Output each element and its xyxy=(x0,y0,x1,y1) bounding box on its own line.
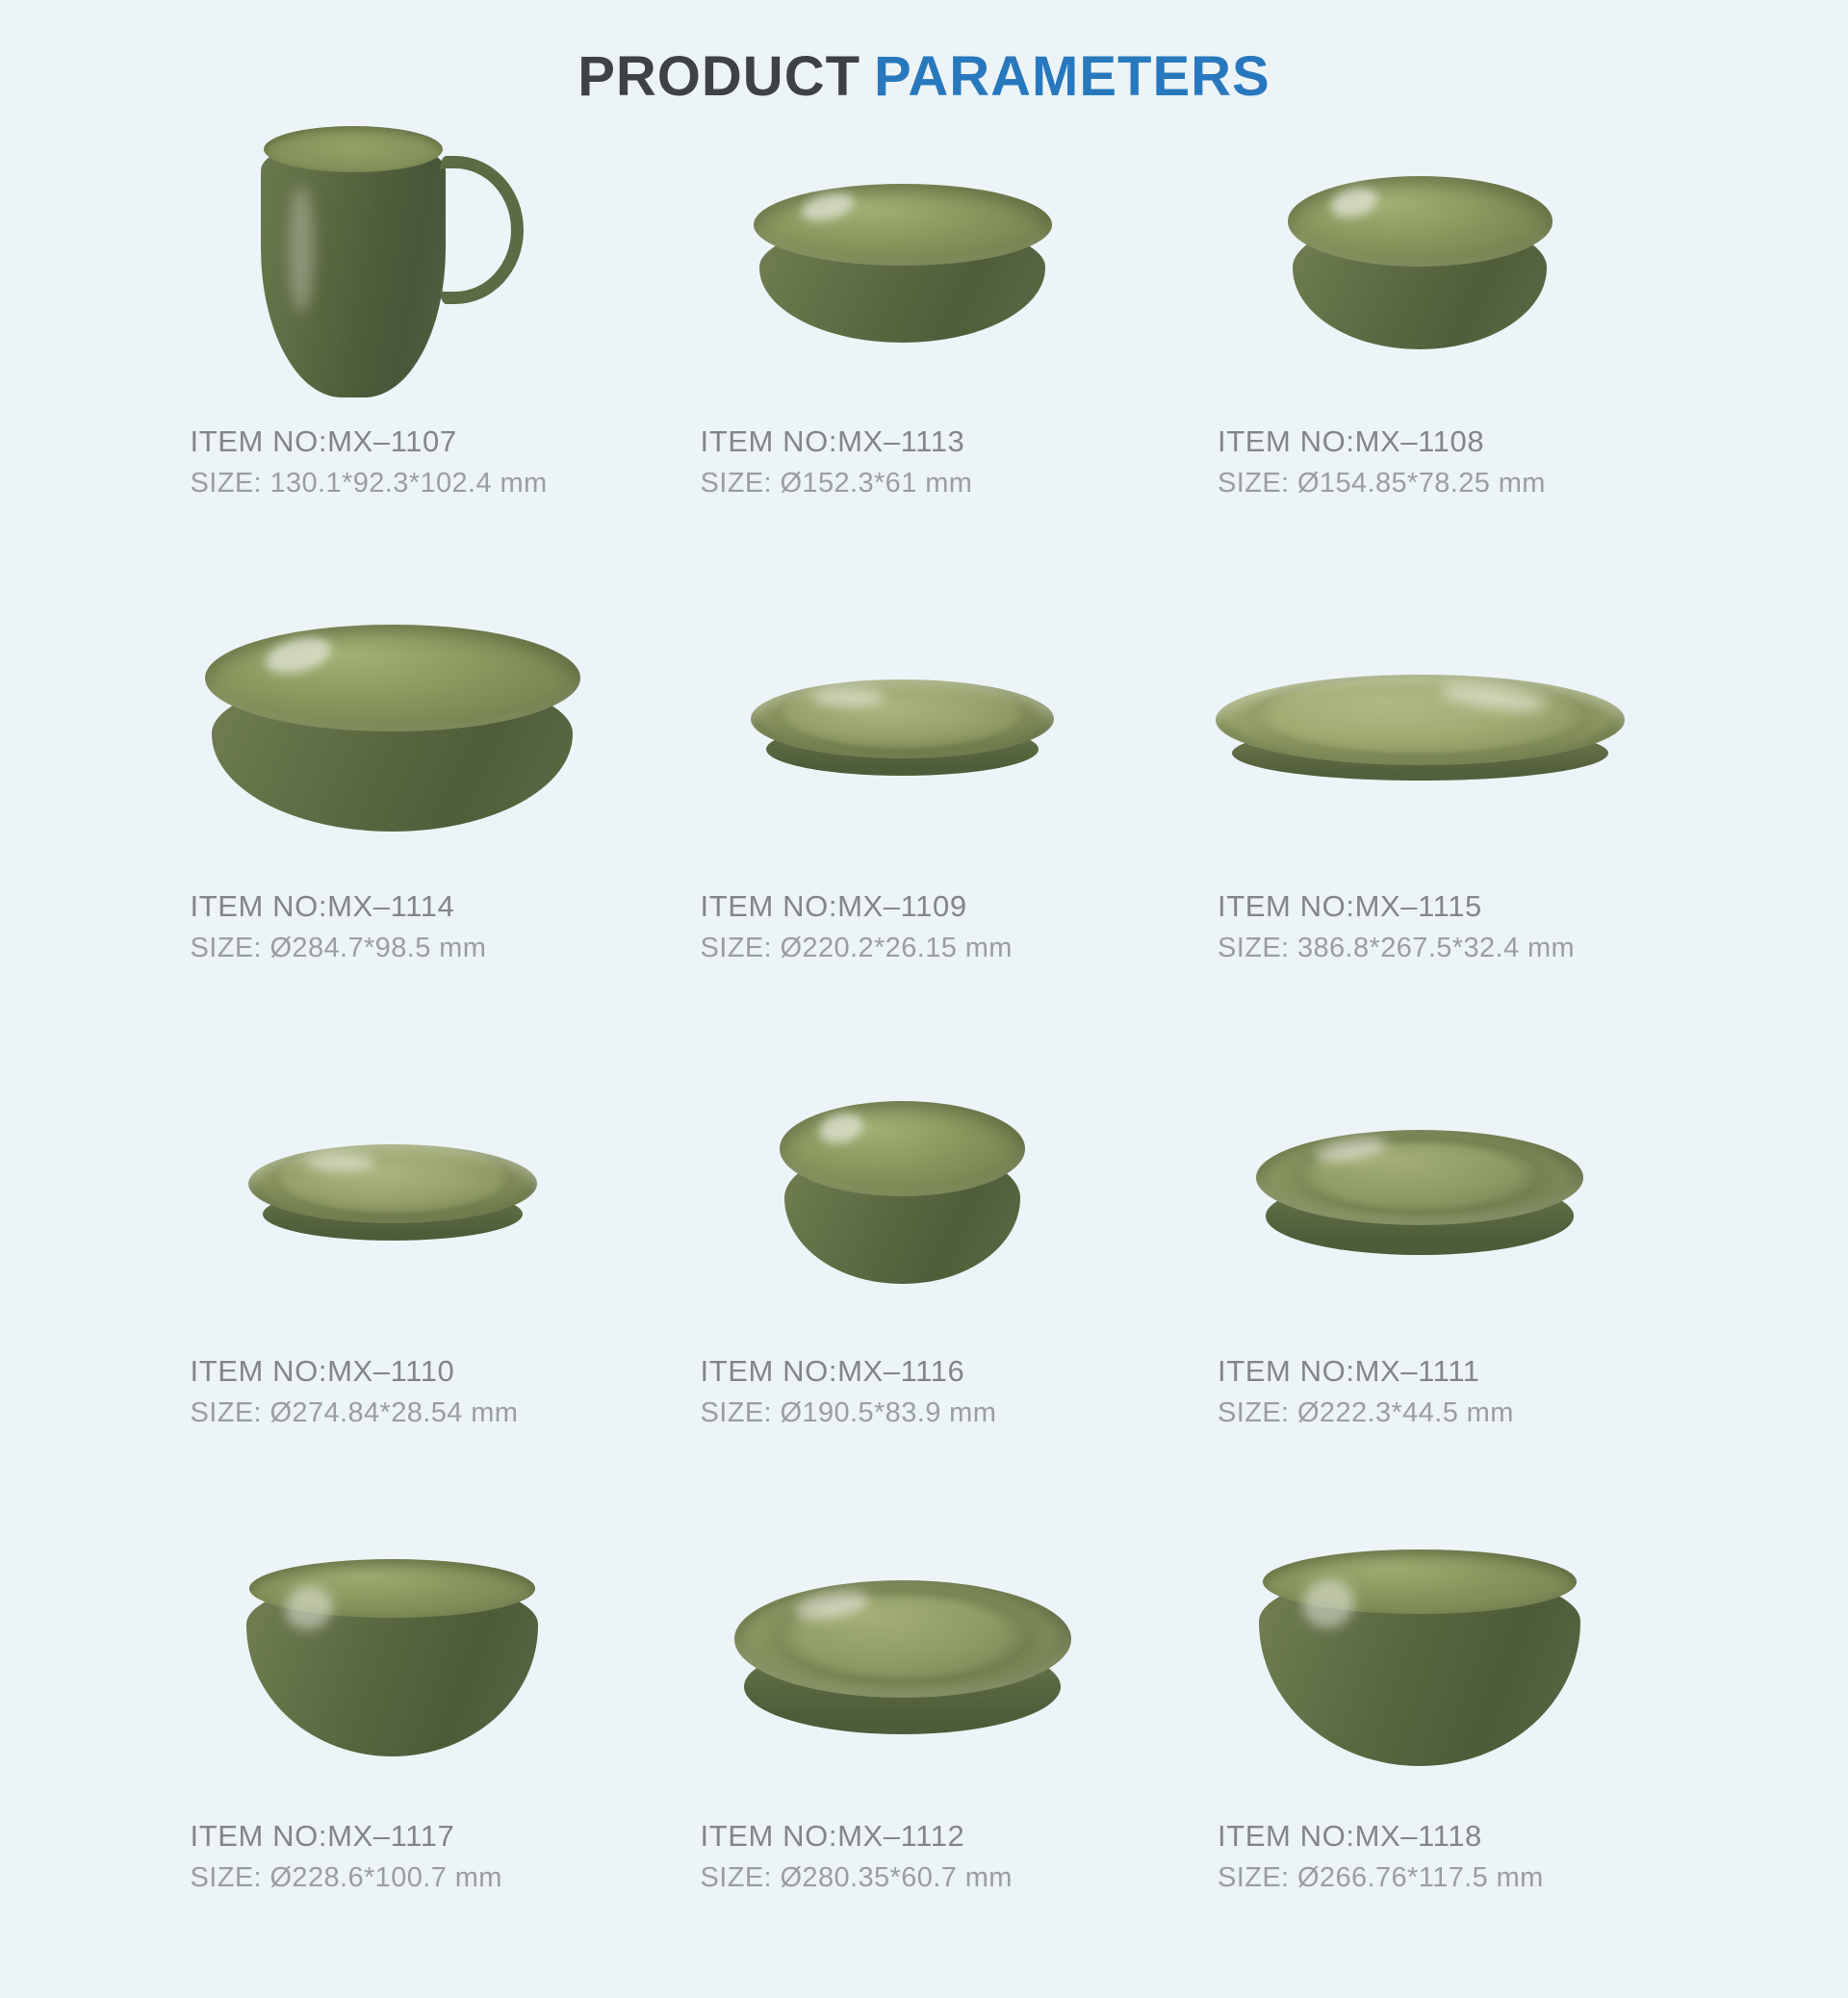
item-no-label: ITEM NO:MX–1108 xyxy=(1218,424,1485,458)
product-cell xyxy=(1150,1513,1689,1978)
product-caption xyxy=(191,1819,595,1894)
vessel-highlight xyxy=(811,689,885,706)
product-cell xyxy=(654,1513,1150,1978)
vessel-rim xyxy=(1216,675,1625,765)
vessel-rim xyxy=(248,1144,537,1223)
product-caption xyxy=(701,1354,1105,1429)
size-label: SIZE: 386.8*267.5*32.4 mm xyxy=(1218,933,1576,963)
product-grid xyxy=(130,118,1848,1978)
size-label: SIZE: Ø284.7*98.5 mm xyxy=(190,933,487,963)
mug-product-art xyxy=(253,126,532,400)
product-caption xyxy=(1218,424,1622,500)
product-image-box xyxy=(130,118,654,407)
product-caption xyxy=(191,1354,595,1429)
item-no-label: ITEM NO:MX–1116 xyxy=(700,1354,965,1388)
bowl-side-product-art xyxy=(244,1559,542,1756)
product-cell xyxy=(130,1048,654,1513)
bowl-product-art xyxy=(754,184,1052,343)
product-caption xyxy=(701,889,1105,964)
product-image-box xyxy=(1150,118,1689,407)
item-no-label: ITEM NO:MX–1111 xyxy=(1218,1354,1480,1388)
product-cell xyxy=(654,1048,1150,1513)
product-caption xyxy=(1218,889,1622,964)
bowl-product-art xyxy=(205,625,580,832)
product-cell xyxy=(130,118,654,583)
product-image-box xyxy=(654,118,1150,407)
size-label: SIZE: Ø220.2*26.15 mm xyxy=(700,933,1013,963)
product-cell xyxy=(654,118,1150,583)
plate-product-art xyxy=(751,679,1054,776)
product-image-box xyxy=(654,583,1150,872)
vessel-rim xyxy=(1256,1130,1583,1225)
shallow-product-art xyxy=(1256,1130,1583,1255)
product-image-box xyxy=(654,1513,1150,1802)
plate-product-art xyxy=(248,1144,537,1241)
size-label: SIZE: Ø280.35*60.7 mm xyxy=(700,1862,1013,1893)
vessel-rim xyxy=(751,679,1054,758)
product-caption xyxy=(701,1819,1105,1894)
vessel-rim xyxy=(264,126,443,172)
item-no-label: ITEM NO:MX–1113 xyxy=(700,424,965,458)
product-caption xyxy=(191,889,595,964)
product-image-box xyxy=(130,1513,654,1802)
shallow-product-art xyxy=(734,1580,1071,1734)
size-label: SIZE: Ø222.3*44.5 mm xyxy=(1218,1397,1514,1428)
item-no-label: ITEM NO:MX–1107 xyxy=(190,424,457,458)
product-cell xyxy=(1150,118,1689,583)
product-cell xyxy=(130,1513,654,1978)
size-label: SIZE: 130.1*92.3*102.4 mm xyxy=(190,468,548,499)
vessel-rim xyxy=(780,1101,1025,1196)
page-title-parameters: PARAMETERS xyxy=(874,45,1270,108)
product-cell xyxy=(1150,1048,1689,1513)
bowl-product-art xyxy=(1288,176,1553,349)
page-title xyxy=(0,0,1848,109)
product-image-box xyxy=(1150,1048,1689,1337)
bowl-side-product-art xyxy=(1256,1550,1583,1766)
product-image-box xyxy=(1150,583,1689,872)
vessel-highlight xyxy=(306,1154,375,1171)
product-image-box xyxy=(130,1048,654,1337)
vessel-rim xyxy=(205,625,580,732)
item-no-label: ITEM NO:MX–1114 xyxy=(190,889,455,923)
item-no-label: ITEM NO:MX–1117 xyxy=(190,1819,455,1853)
product-caption xyxy=(701,424,1105,500)
product-image-box xyxy=(1150,1513,1689,1802)
product-cell xyxy=(130,583,654,1048)
product-caption xyxy=(1218,1819,1622,1894)
bowl-product-art xyxy=(780,1101,1025,1284)
platter-product-art xyxy=(1216,675,1625,781)
product-image-box xyxy=(654,1048,1150,1337)
product-image-box xyxy=(130,583,654,872)
product-caption xyxy=(1218,1354,1622,1429)
page-title-product: PRODUCT xyxy=(578,45,861,108)
item-no-label: ITEM NO:MX–1115 xyxy=(1218,889,1482,923)
size-label: SIZE: Ø274.84*28.54 mm xyxy=(190,1397,519,1428)
size-label: SIZE: Ø228.6*100.7 mm xyxy=(190,1862,502,1893)
vessel-rim xyxy=(1288,176,1553,267)
size-label: SIZE: Ø190.5*83.9 mm xyxy=(700,1397,997,1428)
size-label: SIZE: Ø154.85*78.25 mm xyxy=(1218,468,1546,499)
item-no-label: ITEM NO:MX–1118 xyxy=(1218,1819,1482,1853)
product-cell xyxy=(654,583,1150,1048)
product-cell xyxy=(1150,583,1689,1048)
item-no-label: ITEM NO:MX–1110 xyxy=(190,1354,455,1388)
product-caption xyxy=(191,424,595,500)
vessel-rim xyxy=(754,184,1052,267)
vessel-rim xyxy=(734,1580,1071,1698)
item-no-label: ITEM NO:MX–1109 xyxy=(700,889,967,923)
size-label: SIZE: Ø266.76*117.5 mm xyxy=(1218,1862,1544,1893)
size-label: SIZE: Ø152.3*61 mm xyxy=(700,468,973,499)
mug-handle-icon xyxy=(440,156,524,304)
item-no-label: ITEM NO:MX–1112 xyxy=(700,1819,965,1853)
